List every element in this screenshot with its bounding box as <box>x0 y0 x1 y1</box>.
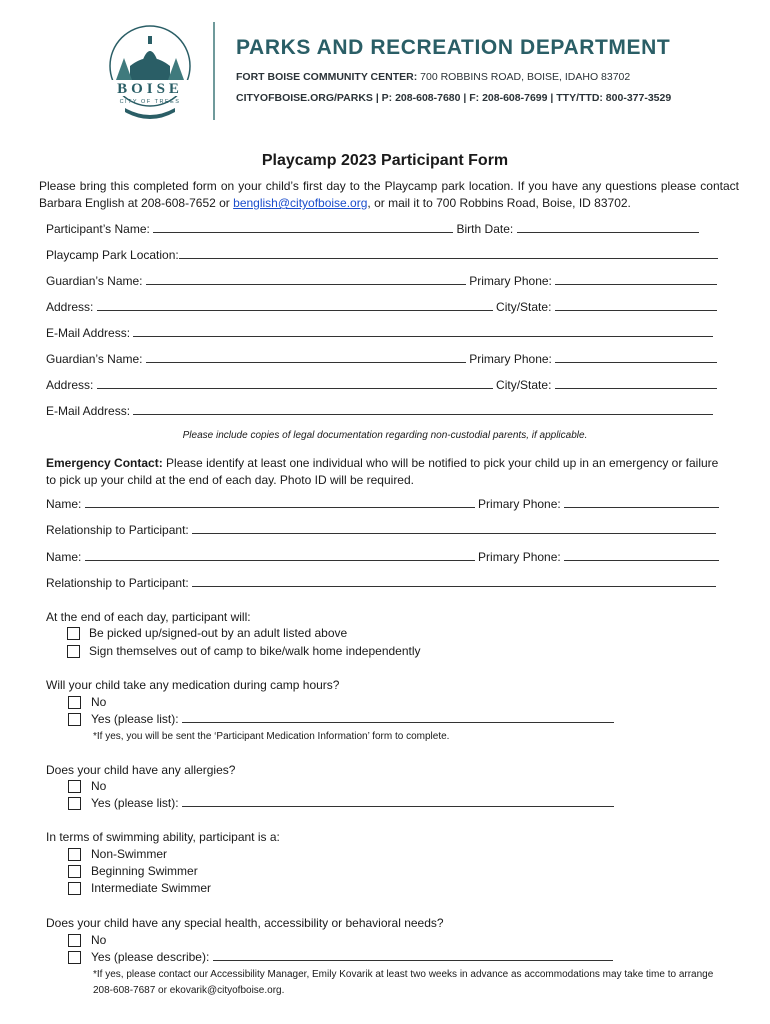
allergies-yes-row <box>91 796 614 810</box>
address-1-row <box>46 300 717 314</box>
intro-text-2: , or mail it to 700 Robbins Road, Boise, ID 83702. <box>367 196 631 210</box>
intermediate-swimmer-checkbox[interactable] <box>68 882 81 895</box>
park-location-label: Playcamp Park Location: <box>46 248 179 262</box>
guardian-1-phone-label: Primary Phone: <box>469 274 552 288</box>
self-signout-checkbox[interactable] <box>67 645 80 658</box>
medication-yes-checkbox[interactable] <box>68 713 81 726</box>
medication-yes-label: Yes (please list): <box>91 712 179 726</box>
special-needs-describe-input[interactable] <box>213 951 613 961</box>
participant-name-input[interactable] <box>153 223 453 233</box>
medication-yes-row <box>91 712 614 726</box>
relationship-1-label: Relationship to Participant: <box>46 523 189 537</box>
emergency-1-row <box>46 497 719 511</box>
medication-list-input[interactable] <box>182 713 614 723</box>
allergies-no-label: No <box>91 779 107 793</box>
relationship-2-input[interactable] <box>192 577 716 587</box>
guardian-2-phone-input[interactable] <box>555 353 717 363</box>
email-1-label: E-Mail Address: <box>46 326 131 340</box>
email-2-label: E-Mail Address: <box>46 404 131 418</box>
city-state-2-input[interactable] <box>555 379 717 389</box>
medication-no-label: No <box>91 695 107 709</box>
birth-date-label: Birth Date: <box>456 222 514 236</box>
special-needs-no-checkbox[interactable] <box>68 934 81 947</box>
medication-no-checkbox[interactable] <box>68 696 81 709</box>
emergency-1-phone-input[interactable] <box>564 498 719 508</box>
emergency-2-phone-label: Primary Phone: <box>478 550 561 564</box>
guardian-1-name-label: Guardian’s Name: <box>46 274 143 288</box>
intermediate-swimmer-label: Intermediate Swimmer <box>91 881 212 895</box>
beginning-swimmer-label: Beginning Swimmer <box>91 864 198 878</box>
emergency-1-phone-label: Primary Phone: <box>478 497 561 511</box>
email-1-input[interactable] <box>133 327 713 337</box>
park-location-row <box>46 248 718 262</box>
contact-line: CITYOFBOISE.ORG/PARKS | P: 208-608-7680 | F: 208-608-7699 | TTY/TTD: 800-377-3529 <box>236 92 672 104</box>
intro-text-1: Please bring this completed form on your child’s first day to the Playcamp park location. If you have any questions please contact Barbara English at 208-608-7652 or <box>39 179 739 210</box>
allergies-no-checkbox[interactable] <box>68 780 81 793</box>
non-swimmer-checkbox[interactable] <box>68 848 81 861</box>
address-2-label: Address: <box>46 378 94 392</box>
city-state-1-input[interactable] <box>555 301 717 311</box>
header-divider <box>213 22 215 120</box>
guardian-2-name-input[interactable] <box>146 353 466 363</box>
special-needs-no-label: No <box>91 933 107 947</box>
participant-name-row <box>46 222 699 236</box>
emergency-contact-paragraph <box>46 455 728 489</box>
emergency-2-name-input[interactable] <box>85 551 475 561</box>
park-location-input[interactable] <box>179 249 718 259</box>
relationship-1-input[interactable] <box>192 524 716 534</box>
address-label: FORT BOISE COMMUNITY CENTER: <box>236 71 418 83</box>
medication-note: *If yes, you will be sent the ‘Participant Medication Information’ form to complete. <box>93 731 450 742</box>
email-link[interactable]: benglish@cityofboise.org <box>233 196 368 210</box>
emergency-1-name-label: Name: <box>46 497 82 511</box>
email-2-input[interactable] <box>133 405 713 415</box>
medication-question: Will your child take any medication during camp hours? <box>46 678 340 692</box>
legal-documentation-note: Please include copies of legal documentation regarding non-custodial parents, if applicable. <box>182 430 588 441</box>
intro-paragraph <box>39 178 739 212</box>
special-needs-yes-checkbox[interactable] <box>68 951 81 964</box>
department-name: PARKS AND RECREATION DEPARTMENT <box>236 36 671 59</box>
emergency-1-name-input[interactable] <box>85 498 475 508</box>
address-2-input[interactable] <box>97 379 493 389</box>
pickup-option-label: Be picked up/signed-out by an adult listed above <box>89 626 348 640</box>
guardian-1-name-input[interactable] <box>146 275 466 285</box>
form-title: Playcamp 2023 Participant Form <box>261 152 509 169</box>
logo-text: BOISE <box>117 81 183 97</box>
allergies-yes-label: Yes (please list): <box>91 796 179 810</box>
guardian-1-phone-input[interactable] <box>555 275 717 285</box>
logo-subtext: CITY OF TREES <box>119 99 181 105</box>
email-1-row <box>46 326 713 340</box>
special-needs-yes-row <box>91 950 613 964</box>
guardian-2-phone-label: Primary Phone: <box>469 352 552 366</box>
email-2-row <box>46 404 713 418</box>
special-needs-question: Does your child have any special health, accessibility or behavioral needs? <box>46 916 444 930</box>
allergies-list-input[interactable] <box>182 797 614 807</box>
participant-name-label: Participant’s Name: <box>46 222 150 236</box>
city-state-1-label: City/State: <box>496 300 552 314</box>
allergies-yes-checkbox[interactable] <box>68 797 81 810</box>
address-1-label: Address: <box>46 300 94 314</box>
special-needs-note: *If yes, please contact our Accessibility Manager, Emily Kovarik at least two weeks in advance as accommodations may take time to arrange 208-608-7687 or ekovarik@cityofboise.org. <box>93 969 714 996</box>
swimming-question: In terms of swimming ability, participant is a: <box>46 830 280 844</box>
beginning-swimmer-checkbox[interactable] <box>68 865 81 878</box>
non-swimmer-label: Non-Swimmer <box>91 847 168 861</box>
address-2-row <box>46 378 717 392</box>
relationship-2-row <box>46 576 716 590</box>
guardian-2-row <box>46 352 717 366</box>
relationship-1-row <box>46 523 716 537</box>
city-state-2-label: City/State: <box>496 378 552 392</box>
emergency-contact-text: Please identify at least one individual who will be notified to pick your child up in an emergency or failure to pick up your child at the end of each day. Photo ID will be required. <box>46 456 719 487</box>
emergency-2-name-label: Name: <box>46 550 82 564</box>
address-1-input[interactable] <box>97 301 493 311</box>
special-needs-yes-label: Yes (please describe): <box>91 950 210 964</box>
emergency-2-phone-input[interactable] <box>564 551 719 561</box>
pickup-checkbox[interactable] <box>67 627 80 640</box>
city-of-boise-logo <box>100 22 200 122</box>
allergies-question: Does your child have any allergies? <box>46 763 236 777</box>
guardian-2-name-label: Guardian’s Name: <box>46 352 143 366</box>
guardian-1-row <box>46 274 717 288</box>
relationship-2-label: Relationship to Participant: <box>46 576 189 590</box>
emergency-2-row <box>46 550 719 564</box>
end-of-day-question: At the end of each day, participant will: <box>46 610 251 624</box>
address-line <box>236 71 630 83</box>
address-text: 700 ROBBINS ROAD, BOISE, IDAHO 83702 <box>420 71 631 83</box>
emergency-contact-label: Emergency Contact: <box>46 456 163 470</box>
self-signout-option-label: Sign themselves out of camp to bike/walk home independently <box>89 644 421 658</box>
birth-date-input[interactable] <box>517 223 699 233</box>
